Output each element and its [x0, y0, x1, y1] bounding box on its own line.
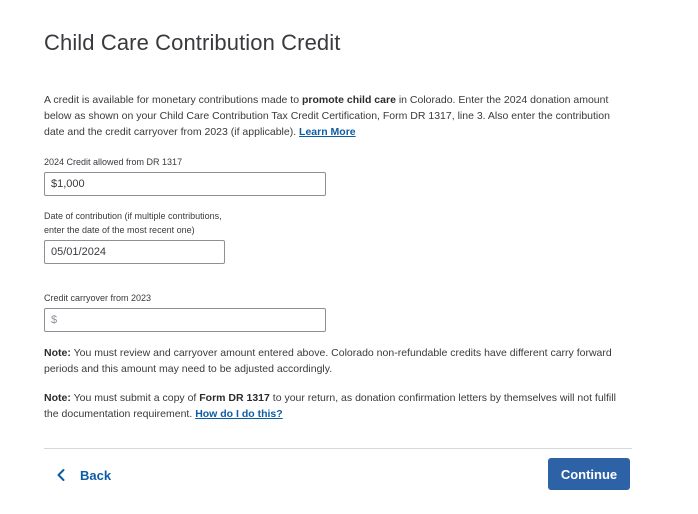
contribution-date-field	[44, 209, 226, 264]
submit-note-text-1: You must submit a copy of	[70, 392, 200, 404]
chevron-left-icon	[56, 468, 66, 482]
review-note-prefix: Note:	[44, 347, 71, 359]
carryover-label: Credit carryover from 2023	[44, 293, 152, 303]
submit-note-form: Form DR 1317	[199, 392, 270, 404]
back-button-label: Back	[80, 467, 112, 483]
intro-text-2: in Colorado. Enter the 2024 donation amount below as shown on your Child Care Contribution Tax Credit Certification, Form DR 1317, line 3. Also enter the contribution date and the credit carryover from 2023 (if applicable).	[44, 94, 610, 138]
carryover-field	[44, 291, 326, 332]
credit-allowed-label: 2024 Credit allowed from DR 1317	[44, 157, 183, 167]
back-button[interactable]	[56, 463, 111, 487]
contribution-date-input[interactable]	[44, 240, 225, 264]
review-note	[44, 345, 630, 377]
submit-note-text-2: to your return, as donation confirmation letters by themselves will not fulfill the documentation requirement.	[44, 392, 616, 420]
page-title: Child Care Contribution Credit	[44, 30, 341, 55]
footer-divider	[44, 448, 632, 449]
intro-paragraph	[44, 92, 630, 140]
learn-more-link[interactable]: Learn More	[299, 126, 356, 138]
intro-bold-text: promote child care	[301, 94, 396, 106]
carryover-input[interactable]	[44, 308, 326, 332]
submit-note	[44, 390, 630, 422]
credit-allowed-field	[44, 155, 326, 196]
continue-button[interactable]: Continue	[548, 458, 630, 490]
intro-text-1: A credit is available for monetary contributions made to	[44, 94, 302, 106]
contribution-date-label: Date of contribution (if multiple contributions, enter the date of the most recent one)	[44, 211, 222, 235]
how-do-i-link[interactable]: How do I do this?	[195, 408, 283, 420]
submit-note-prefix: Note:	[44, 392, 71, 404]
credit-allowed-input[interactable]	[44, 172, 326, 196]
review-note-text: You must review and carryover amount entered above. Colorado non-refundable credits have different carry forward periods and this amount may need to be adjusted accordingly.	[44, 347, 612, 375]
